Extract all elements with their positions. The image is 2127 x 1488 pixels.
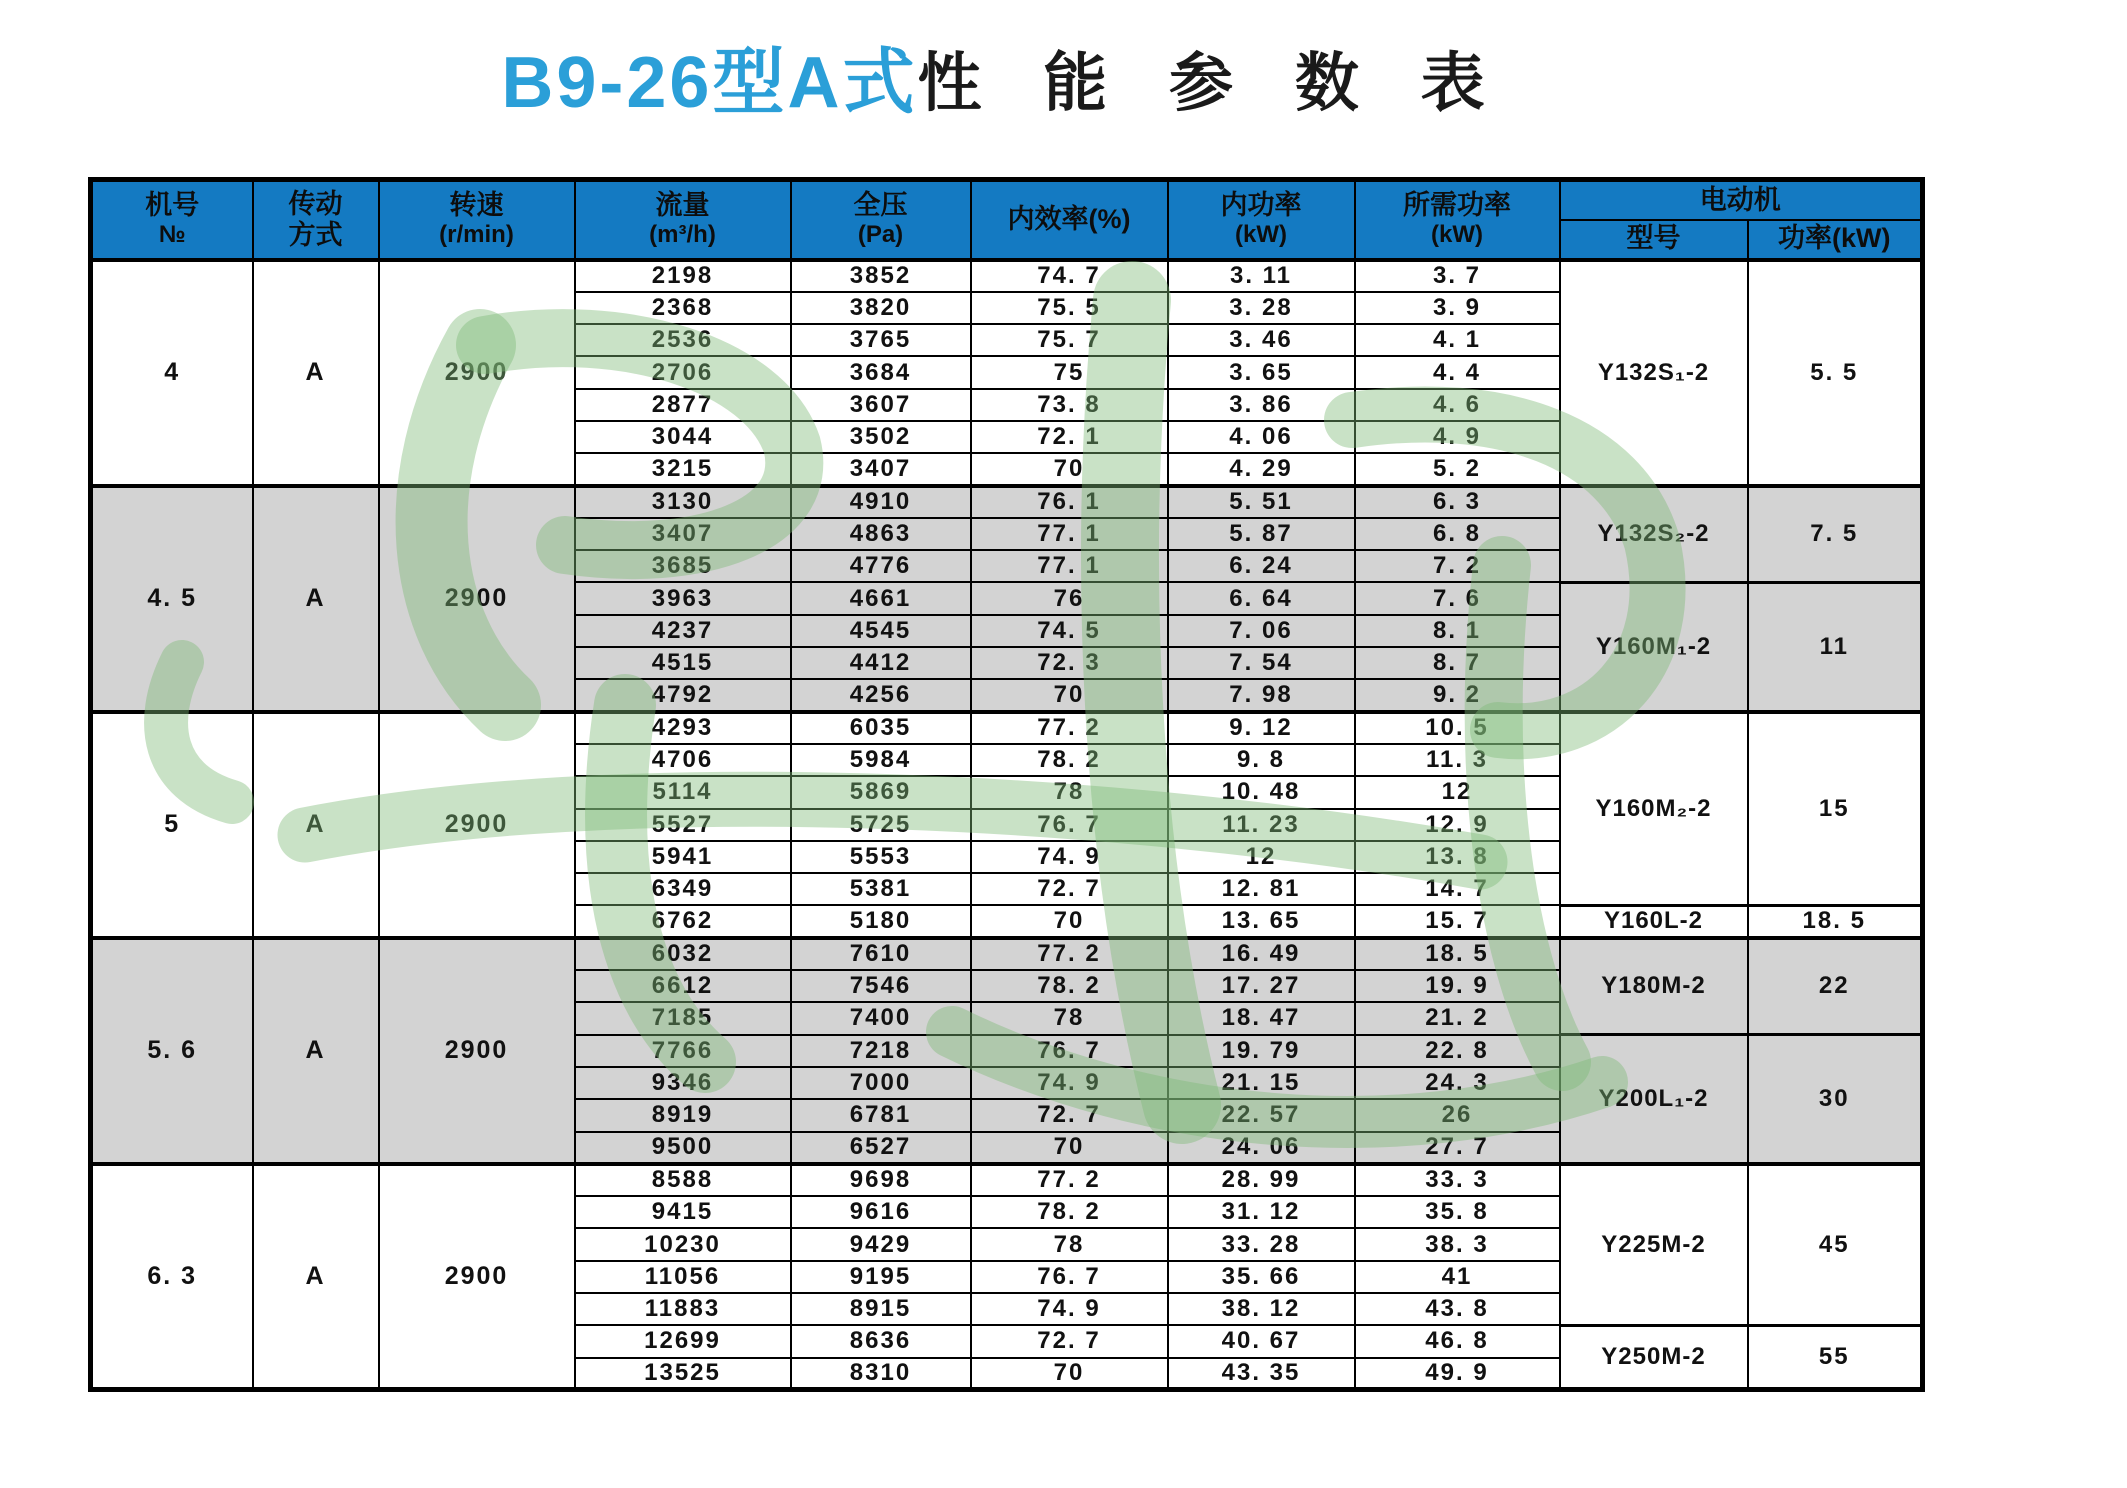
internal-power-cell: 10. 48 — [1168, 776, 1355, 808]
pressure-cell: 6035 — [791, 712, 971, 744]
pressure-cell: 7218 — [791, 1035, 971, 1067]
required-power-cell: 15. 7 — [1355, 905, 1560, 937]
pressure-cell: 5869 — [791, 776, 971, 808]
header-motor-power — [1748, 220, 1923, 260]
internal-power-cell: 43. 35 — [1168, 1358, 1355, 1390]
pressure-cell: 7000 — [791, 1067, 971, 1099]
efficiency-cell: 76. 7 — [971, 809, 1168, 841]
internal-power-cell: 13. 65 — [1168, 905, 1355, 937]
flow-cell: 3685 — [575, 550, 791, 582]
internal-power-cell: 6. 64 — [1168, 582, 1355, 614]
required-power-cell: 13. 8 — [1355, 841, 1560, 873]
parameter-table — [88, 177, 1925, 1392]
pressure-cell: 4545 — [791, 615, 971, 647]
page-title-text: 性 能 参 数 表 — [917, 47, 1507, 119]
required-power-cell: 24. 3 — [1355, 1067, 1560, 1099]
efficiency-cell: 78 — [971, 1002, 1168, 1034]
efficiency-cell: 74. 5 — [971, 615, 1168, 647]
flow-cell: 7766 — [575, 1035, 791, 1067]
internal-power-cell: 24. 06 — [1168, 1132, 1355, 1164]
motor-model-cell: Y132S₂-2 — [1560, 486, 1748, 583]
internal-power-cell: 38. 12 — [1168, 1293, 1355, 1325]
required-power-cell: 6. 8 — [1355, 518, 1560, 550]
drive-cell: A — [253, 1164, 379, 1390]
header-pressure-label: 全压 — [853, 190, 908, 221]
flow-cell: 12699 — [575, 1325, 791, 1357]
header-motor-model-label: 型号 — [1626, 223, 1681, 254]
pressure-cell: 7610 — [791, 938, 971, 970]
pressure-cell: 4776 — [791, 550, 971, 582]
flow-cell: 4237 — [575, 615, 791, 647]
header-flow — [575, 180, 791, 260]
table-row — [91, 1164, 1923, 1196]
internal-power-cell: 5. 51 — [1168, 486, 1355, 518]
speed-cell: 2900 — [379, 260, 575, 486]
pressure-cell: 6527 — [791, 1132, 971, 1164]
flow-cell: 10230 — [575, 1228, 791, 1260]
efficiency-cell: 74. 9 — [971, 841, 1168, 873]
internal-power-cell: 18. 47 — [1168, 1002, 1355, 1034]
pressure-cell: 4910 — [791, 486, 971, 518]
flow-cell: 5941 — [575, 841, 791, 873]
speed-cell: 2900 — [379, 486, 575, 712]
motor-model-cell: Y160M₂-2 — [1560, 712, 1748, 906]
header-required-power-unit: (kW) — [1431, 221, 1483, 249]
efficiency-cell: 77. 2 — [971, 1164, 1168, 1196]
flow-cell: 6349 — [575, 873, 791, 905]
flow-cell: 3407 — [575, 518, 791, 550]
page-title-model: B9-26型A式 — [501, 43, 918, 123]
required-power-cell: 33. 3 — [1355, 1164, 1560, 1196]
flow-cell: 4706 — [575, 744, 791, 776]
required-power-cell: 19. 9 — [1355, 970, 1560, 1002]
internal-power-cell: 28. 99 — [1168, 1164, 1355, 1196]
flow-cell: 9500 — [575, 1132, 791, 1164]
efficiency-cell: 78 — [971, 1228, 1168, 1260]
header-internal-power — [1168, 180, 1355, 260]
motor-power-cell: 55 — [1748, 1325, 1923, 1390]
table-row — [91, 260, 1923, 292]
internal-power-cell: 7. 06 — [1168, 615, 1355, 647]
flow-cell: 9415 — [575, 1196, 791, 1228]
internal-power-cell: 9. 12 — [1168, 712, 1355, 744]
efficiency-cell: 72. 1 — [971, 421, 1168, 453]
pressure-cell: 5381 — [791, 873, 971, 905]
flow-cell: 3044 — [575, 421, 791, 453]
efficiency-cell: 73. 8 — [971, 389, 1168, 421]
internal-power-cell: 33. 28 — [1168, 1228, 1355, 1260]
machine-no-cell: 5 — [91, 712, 253, 938]
required-power-cell: 8. 1 — [1355, 615, 1560, 647]
internal-power-cell: 3. 46 — [1168, 324, 1355, 356]
machine-no-cell: 4. 5 — [91, 486, 253, 712]
internal-power-cell: 4. 29 — [1168, 453, 1355, 485]
efficiency-cell: 72. 7 — [971, 873, 1168, 905]
required-power-cell: 4. 4 — [1355, 356, 1560, 388]
required-power-cell: 7. 2 — [1355, 550, 1560, 582]
flow-cell: 6032 — [575, 938, 791, 970]
required-power-cell: 49. 9 — [1355, 1358, 1560, 1390]
pressure-cell: 5725 — [791, 809, 971, 841]
efficiency-cell: 75. 5 — [971, 292, 1168, 324]
motor-power-cell: 11 — [1748, 582, 1923, 711]
table-body — [91, 260, 1923, 1390]
flow-cell: 9346 — [575, 1067, 791, 1099]
speed-cell: 2900 — [379, 712, 575, 938]
efficiency-cell: 76 — [971, 582, 1168, 614]
efficiency-cell: 78 — [971, 776, 1168, 808]
required-power-cell: 10. 5 — [1355, 712, 1560, 744]
header-efficiency-label: 内效率(%) — [1007, 204, 1131, 235]
pressure-cell: 5984 — [791, 744, 971, 776]
internal-power-cell: 7. 54 — [1168, 647, 1355, 679]
internal-power-cell: 3. 86 — [1168, 389, 1355, 421]
motor-model-cell: Y132S₁-2 — [1560, 260, 1748, 486]
efficiency-cell: 78. 2 — [971, 970, 1168, 1002]
flow-cell: 2368 — [575, 292, 791, 324]
header-motor-group — [1560, 180, 1923, 220]
efficiency-cell: 75 — [971, 356, 1168, 388]
pressure-cell: 8636 — [791, 1325, 971, 1357]
flow-cell: 2877 — [575, 389, 791, 421]
flow-cell: 3130 — [575, 486, 791, 518]
internal-power-cell: 5. 87 — [1168, 518, 1355, 550]
header-pressure — [791, 180, 971, 260]
header-speed-label: 转速 — [449, 190, 504, 221]
flow-cell: 13525 — [575, 1358, 791, 1390]
speed-cell: 2900 — [379, 938, 575, 1164]
required-power-cell: 18. 5 — [1355, 938, 1560, 970]
efficiency-cell: 78. 2 — [971, 744, 1168, 776]
required-power-cell: 43. 8 — [1355, 1293, 1560, 1325]
required-power-cell: 41 — [1355, 1261, 1560, 1293]
required-power-cell: 11. 3 — [1355, 744, 1560, 776]
pressure-cell: 3765 — [791, 324, 971, 356]
pressure-cell: 9429 — [791, 1228, 971, 1260]
flow-cell: 2706 — [575, 356, 791, 388]
motor-power-cell: 30 — [1748, 1035, 1923, 1164]
motor-power-cell: 45 — [1748, 1164, 1923, 1325]
efficiency-cell: 77. 2 — [971, 712, 1168, 744]
header-required-power — [1355, 180, 1560, 260]
internal-power-cell: 4. 06 — [1168, 421, 1355, 453]
required-power-cell: 38. 3 — [1355, 1228, 1560, 1260]
required-power-cell: 3. 7 — [1355, 260, 1560, 292]
motor-power-cell: 22 — [1748, 938, 1923, 1035]
efficiency-cell: 70 — [971, 679, 1168, 711]
header-flow-label: 流量 — [655, 190, 710, 221]
internal-power-cell: 22. 57 — [1168, 1099, 1355, 1131]
required-power-cell: 12 — [1355, 776, 1560, 808]
table-row — [91, 938, 1923, 970]
header-efficiency — [971, 180, 1168, 260]
required-power-cell: 14. 7 — [1355, 873, 1560, 905]
efficiency-cell: 70 — [971, 453, 1168, 485]
internal-power-cell: 12 — [1168, 841, 1355, 873]
speed-cell: 2900 — [379, 1164, 575, 1390]
header-speed — [379, 180, 575, 260]
pressure-cell: 6781 — [791, 1099, 971, 1131]
required-power-cell: 4. 1 — [1355, 324, 1560, 356]
header-pressure-unit: (Pa) — [857, 221, 904, 249]
efficiency-cell: 78. 2 — [971, 1196, 1168, 1228]
efficiency-cell: 77. 1 — [971, 518, 1168, 550]
efficiency-cell: 72. 7 — [971, 1099, 1168, 1131]
efficiency-cell: 76. 7 — [971, 1035, 1168, 1067]
flow-cell: 6612 — [575, 970, 791, 1002]
required-power-cell: 22. 8 — [1355, 1035, 1560, 1067]
required-power-cell: 4. 6 — [1355, 389, 1560, 421]
pressure-cell: 8915 — [791, 1293, 971, 1325]
drive-cell: A — [253, 486, 379, 712]
internal-power-cell: 9. 8 — [1168, 744, 1355, 776]
flow-cell: 6762 — [575, 905, 791, 937]
internal-power-cell: 35. 66 — [1168, 1261, 1355, 1293]
table-row — [91, 486, 1923, 518]
header-internal-power-unit: (kW) — [1235, 221, 1287, 249]
required-power-cell: 27. 7 — [1355, 1132, 1560, 1164]
flow-cell: 3215 — [575, 453, 791, 485]
internal-power-cell: 21. 15 — [1168, 1067, 1355, 1099]
efficiency-cell: 77. 2 — [971, 938, 1168, 970]
flow-cell: 2198 — [575, 260, 791, 292]
pressure-cell: 4412 — [791, 647, 971, 679]
efficiency-cell: 72. 7 — [971, 1325, 1168, 1357]
header-machine-no — [91, 180, 253, 260]
internal-power-cell: 40. 67 — [1168, 1325, 1355, 1357]
motor-model-cell: Y180M-2 — [1560, 938, 1748, 1035]
internal-power-cell: 12. 81 — [1168, 873, 1355, 905]
efficiency-cell: 72. 3 — [971, 647, 1168, 679]
efficiency-cell: 75. 7 — [971, 324, 1168, 356]
internal-power-cell: 3. 65 — [1168, 356, 1355, 388]
efficiency-cell: 74. 7 — [971, 260, 1168, 292]
internal-power-cell: 31. 12 — [1168, 1196, 1355, 1228]
efficiency-cell: 74. 9 — [971, 1293, 1168, 1325]
pressure-cell: 9195 — [791, 1261, 971, 1293]
pressure-cell: 4661 — [791, 582, 971, 614]
pressure-cell: 7400 — [791, 1002, 971, 1034]
required-power-cell: 12. 9 — [1355, 809, 1560, 841]
efficiency-cell: 70 — [971, 905, 1168, 937]
pressure-cell: 5180 — [791, 905, 971, 937]
pressure-cell: 3502 — [791, 421, 971, 453]
pressure-cell: 3852 — [791, 260, 971, 292]
efficiency-cell: 70 — [971, 1132, 1168, 1164]
required-power-cell: 46. 8 — [1355, 1325, 1560, 1357]
flow-cell: 4792 — [575, 679, 791, 711]
header-drive — [253, 180, 379, 260]
header-motor-group-label: 电动机 — [1699, 184, 1781, 215]
required-power-cell: 21. 2 — [1355, 1002, 1560, 1034]
pressure-cell: 3407 — [791, 453, 971, 485]
flow-cell: 3963 — [575, 582, 791, 614]
flow-cell: 2536 — [575, 324, 791, 356]
pressure-cell: 7546 — [791, 970, 971, 1002]
motor-model-cell: Y200L₁-2 — [1560, 1035, 1748, 1164]
flow-cell: 11883 — [575, 1293, 791, 1325]
flow-cell: 5114 — [575, 776, 791, 808]
required-power-cell: 8. 7 — [1355, 647, 1560, 679]
pressure-cell: 9616 — [791, 1196, 971, 1228]
internal-power-cell: 19. 79 — [1168, 1035, 1355, 1067]
parameter-table-wrapper — [88, 177, 1925, 1392]
flow-cell: 8919 — [575, 1099, 791, 1131]
internal-power-cell: 11. 23 — [1168, 809, 1355, 841]
flow-cell: 7185 — [575, 1002, 791, 1034]
motor-model-cell: Y160L-2 — [1560, 905, 1748, 937]
efficiency-cell: 77. 1 — [971, 550, 1168, 582]
flow-cell: 11056 — [575, 1261, 791, 1293]
required-power-cell: 7. 6 — [1355, 582, 1560, 614]
flow-cell: 4515 — [575, 647, 791, 679]
motor-power-cell: 7. 5 — [1748, 486, 1923, 583]
internal-power-cell: 17. 27 — [1168, 970, 1355, 1002]
drive-cell: A — [253, 938, 379, 1164]
pressure-cell: 3607 — [791, 389, 971, 421]
machine-no-cell: 4 — [91, 260, 253, 486]
machine-no-cell: 6. 3 — [91, 1164, 253, 1390]
pressure-cell: 3684 — [791, 356, 971, 388]
pressure-cell: 8310 — [791, 1358, 971, 1390]
required-power-cell: 6. 3 — [1355, 486, 1560, 518]
required-power-cell: 35. 8 — [1355, 1196, 1560, 1228]
internal-power-cell: 3. 28 — [1168, 292, 1355, 324]
header-motor-power-label: 功率(kW) — [1778, 223, 1891, 254]
required-power-cell: 9. 2 — [1355, 679, 1560, 711]
drive-cell: A — [253, 712, 379, 938]
pressure-cell: 5553 — [791, 841, 971, 873]
motor-model-cell: Y160M₁-2 — [1560, 582, 1748, 711]
header-motor-model — [1560, 220, 1748, 260]
drive-cell: A — [253, 260, 379, 486]
motor-power-cell: 18. 5 — [1748, 905, 1923, 937]
pressure-cell: 4256 — [791, 679, 971, 711]
pressure-cell: 4863 — [791, 518, 971, 550]
efficiency-cell: 70 — [971, 1358, 1168, 1390]
header-flow-unit: (m³/h) — [649, 221, 716, 249]
internal-power-cell: 3. 11 — [1168, 260, 1355, 292]
flow-cell: 4293 — [575, 712, 791, 744]
efficiency-cell: 76. 7 — [971, 1261, 1168, 1293]
required-power-cell: 4. 9 — [1355, 421, 1560, 453]
flow-cell: 5527 — [575, 809, 791, 841]
header-speed-unit: (r/min) — [439, 221, 514, 249]
efficiency-cell: 74. 9 — [971, 1067, 1168, 1099]
header-machine-no-sub: № — [158, 221, 186, 249]
motor-power-cell: 5. 5 — [1748, 260, 1923, 486]
motor-model-cell: Y250M-2 — [1560, 1325, 1748, 1390]
required-power-cell: 3. 9 — [1355, 292, 1560, 324]
page-title — [88, 44, 1920, 123]
internal-power-cell: 16. 49 — [1168, 938, 1355, 970]
header-drive-line2: 方式 — [288, 219, 343, 250]
pressure-cell: 3820 — [791, 292, 971, 324]
required-power-cell: 5. 2 — [1355, 453, 1560, 485]
table-row — [91, 712, 1923, 744]
required-power-cell: 26 — [1355, 1099, 1560, 1131]
header-required-power-label: 所需功率 — [1403, 190, 1511, 221]
header-internal-power-label: 内功率 — [1220, 190, 1302, 221]
pressure-cell: 9698 — [791, 1164, 971, 1196]
machine-no-cell: 5. 6 — [91, 938, 253, 1164]
header-machine-no-label: 机号 — [145, 190, 200, 221]
efficiency-cell: 76. 1 — [971, 486, 1168, 518]
table-header — [91, 180, 1923, 260]
flow-cell: 8588 — [575, 1164, 791, 1196]
header-drive-line1: 传动 — [288, 188, 343, 219]
internal-power-cell: 6. 24 — [1168, 550, 1355, 582]
motor-power-cell: 15 — [1748, 712, 1923, 906]
internal-power-cell: 7. 98 — [1168, 679, 1355, 711]
motor-model-cell: Y225M-2 — [1560, 1164, 1748, 1325]
